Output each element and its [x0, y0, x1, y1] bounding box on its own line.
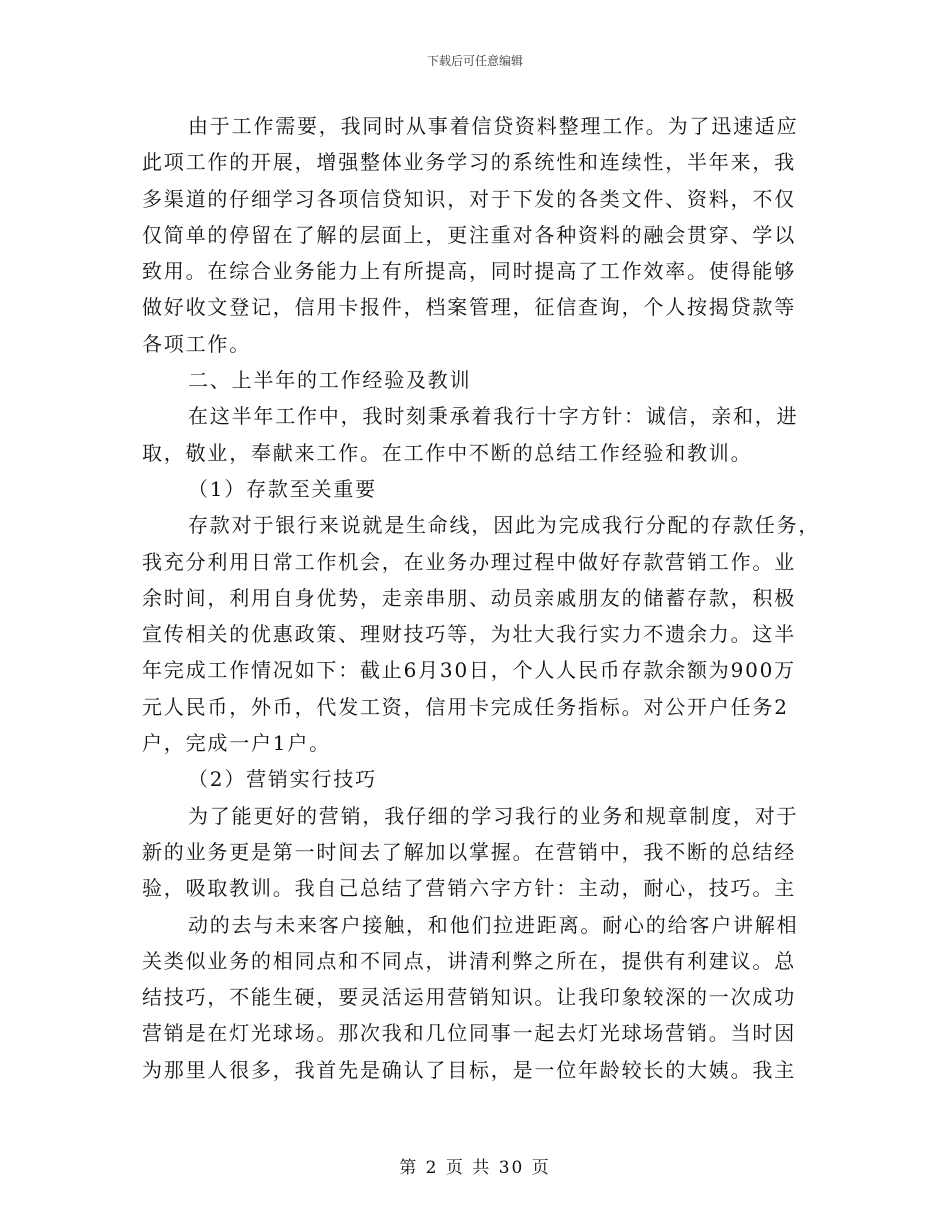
paragraph-line: 致用。在综合业务能力上有所提高，同时提高了工作效率。使得能够 — [142, 259, 796, 284]
paragraph-line: 由于工作需要，我同时从事着信贷资料整理工作。为了迅速适应 — [188, 114, 799, 138]
paragraph-line: 我充分利用日常工作机会，在业务办理过程中做好存款营销工作。业 — [142, 549, 796, 574]
paragraph-line: 在这半年工作中，我时刻秉承着我行十字方针：诚信，亲和，进 — [188, 404, 799, 429]
paragraph-line: 动的去与未来客户接触，和他们拉进距离。耐心的给客户讲解相 — [188, 912, 799, 937]
document-body — [142, 108, 821, 1088]
paragraph-line: 营销是在灯光球场。那次我和几位同事一起去灯光球场营销。当时因 — [142, 1021, 796, 1046]
paragraph-line: 存款对于银行来说就是生命线，因此为完成我行分配的存款任务， — [188, 513, 821, 538]
paragraph-line: 为了能更好的营销，我仔细的学习我行的业务和规章制度，对于 — [188, 803, 799, 828]
paragraph-line: 年完成工作情况如下：截止6月30日，个人人民币存款余额为900万 — [142, 658, 796, 683]
paragraph-line: 为那里人很多，我首先是确认了目标，是一位年龄较长的大姨。我主 — [142, 1057, 796, 1082]
page-number: 第 2 页 共 30 页 — [399, 1158, 551, 1178]
paragraph-line: 取，敬业，奉献来工作。在工作中不断的总结工作经验和教训。 — [142, 440, 753, 465]
paragraph-line: 多渠道的仔细学习各项信贷知识，对于下发的各类文件、资料，不仅 — [142, 186, 796, 211]
subsection-heading: （1）存款至关重要 — [188, 476, 377, 501]
paragraph-line: 仅简单的停留在了解的层面上，更注重对各种资料的融会贯穿、学以 — [142, 222, 796, 247]
paragraph-line: 做好收文登记，信用卡报件，档案管理，征信查询，个人按揭贷款等 — [142, 295, 796, 320]
subsection-heading: （2）营销实行技巧 — [188, 767, 377, 792]
paragraph-line: 宣传相关的优惠政策、理财技巧等，为壮大我行实力不遗余力。这半 — [142, 622, 796, 647]
paragraph-line: 新的业务更是第一时间去了解加以掌握。在营销中，我不断的总结经 — [142, 839, 796, 864]
page-header: 下载后可任意编辑 — [426, 54, 523, 68]
paragraph-line: 此项工作的开展，增强整体业务学习的系统性和连续性，半年来，我 — [142, 150, 796, 175]
paragraph-line: 余时间，利用自身优势，走亲串朋、动员亲戚朋友的储蓄存款，积极 — [142, 585, 796, 610]
paragraph-line: 结技巧，不能生硬，要灵活运用营销知识。让我印象较深的一次成功 — [142, 985, 796, 1010]
paragraph-line: 各项工作。 — [142, 331, 251, 356]
paragraph-line: 验，吸取教训。我自己总结了营销六字方针：主动，耐心，技巧。主 — [142, 876, 796, 901]
paragraph-line: 户，完成一户1户。 — [142, 731, 331, 756]
paragraph-line: 关类似业务的相同点和不同点，讲清利弊之所在，提供有利建议。总 — [142, 948, 796, 973]
paragraph-line: 元人民币，外币，代发工资，信用卡完成任务指标。对公开户任务2 — [142, 694, 789, 719]
section-heading: 二、上半年的工作经验及教训 — [188, 368, 472, 393]
